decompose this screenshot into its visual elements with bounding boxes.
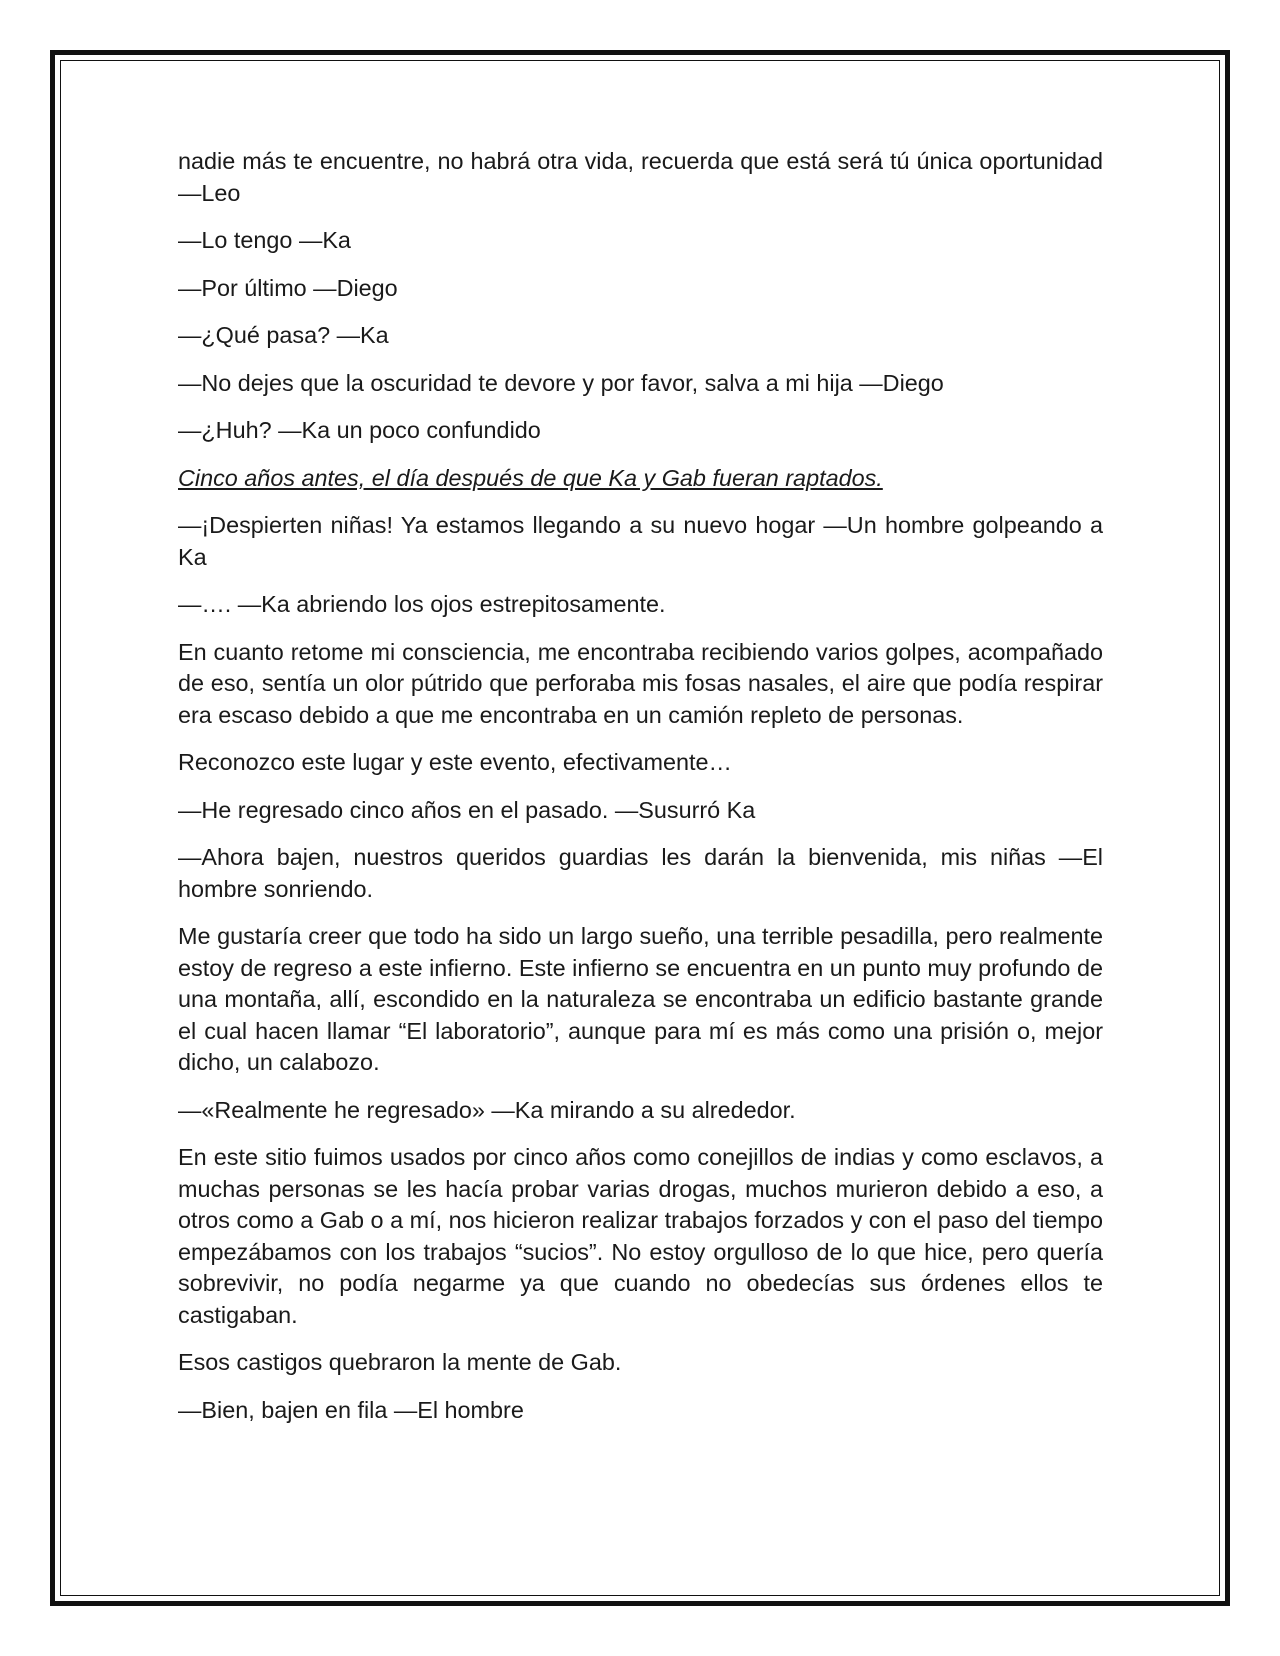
dialogue-line: —No dejes que la oscuridad te devore y por favor, salva a mi hija —Diego <box>178 369 944 396</box>
dialogue-line: —Lo tengo —Ka <box>178 227 351 253</box>
dialogue-line: —Por último —Diego <box>178 274 398 301</box>
dialogue-line: —¡Despierten niñas! Ya estamos llegando a su nuevo hogar —Un hombre golpeando a Ka <box>178 512 1103 570</box>
dialogue-line: —¿Huh? —Ka un poco confundido <box>178 417 541 443</box>
dialogue-line: —Bien, bajen en fila —El hombre <box>178 1396 524 1423</box>
paragraph: En este sitio fuimos usados por cinco años como conejillos de indias y como esclavos, a muchas personas se les hacía probar varias drogas, muchos murieron debido a eso, a otros como a Gab o a mí, nos hicieron realizar trabajos forzados y con el paso del tiempo empezábamos con los trabajos “sucios”. No estoy orgulloso de lo que hice, pero quería sobrevivir, no podía negarme ya que cuando no obedecías sus órdenes ellos te castigaban. <box>178 1144 1103 1328</box>
dialogue-line: —He regresado cinco años en el pasado. —Susurró Ka <box>178 796 756 823</box>
paragraph: En cuanto retome mi consciencia, me encontraba recibiendo varios golpes, acompañado de eso, sentía un olor pútrido que perforaba mis fosas nasales, el aire que podía respirar era escaso debido a que me encontraba en un camión repleto de personas. <box>178 638 1103 728</box>
scene-heading: Cinco años antes, el día después de que Ka y Gab fueran raptados. <box>178 464 883 491</box>
dialogue-line: —«Realmente he regresado» —Ka mirando a su alrededor. <box>178 1096 796 1123</box>
paragraph: Me gustaría creer que todo ha sido un largo sueño, una terrible pesadilla, pero realmente estoy de regreso a este infierno. Este infierno se encuentra en un punto muy profundo de una montaña, allí, escondido en la naturaleza se encontraba un edificio bastante grande el cual hacen llamar “El laboratorio”, aunque para mí es más como una prisión o, mejor dicho, un calabozo. <box>178 923 1103 1075</box>
page-body <box>178 146 1103 1442</box>
paragraph: Reconozco este lugar y este evento, efectivamente… <box>178 749 732 775</box>
dialogue-line: —Ahora bajen, nuestros queridos guardias les darán la bienvenida, mis niñas —El hombre sonriendo. <box>178 844 1103 902</box>
paragraph: Esos castigos quebraron la mente de Gab. <box>178 1349 622 1375</box>
paragraph: nadie más te encuentre, no habrá otra vida, recuerda que está será tú única oportunidad —Leo <box>178 148 1103 206</box>
dialogue-line: —…. —Ka abriendo los ojos estrepitosamente. <box>178 591 666 617</box>
dialogue-line: —¿Qué pasa? —Ka <box>178 322 389 348</box>
